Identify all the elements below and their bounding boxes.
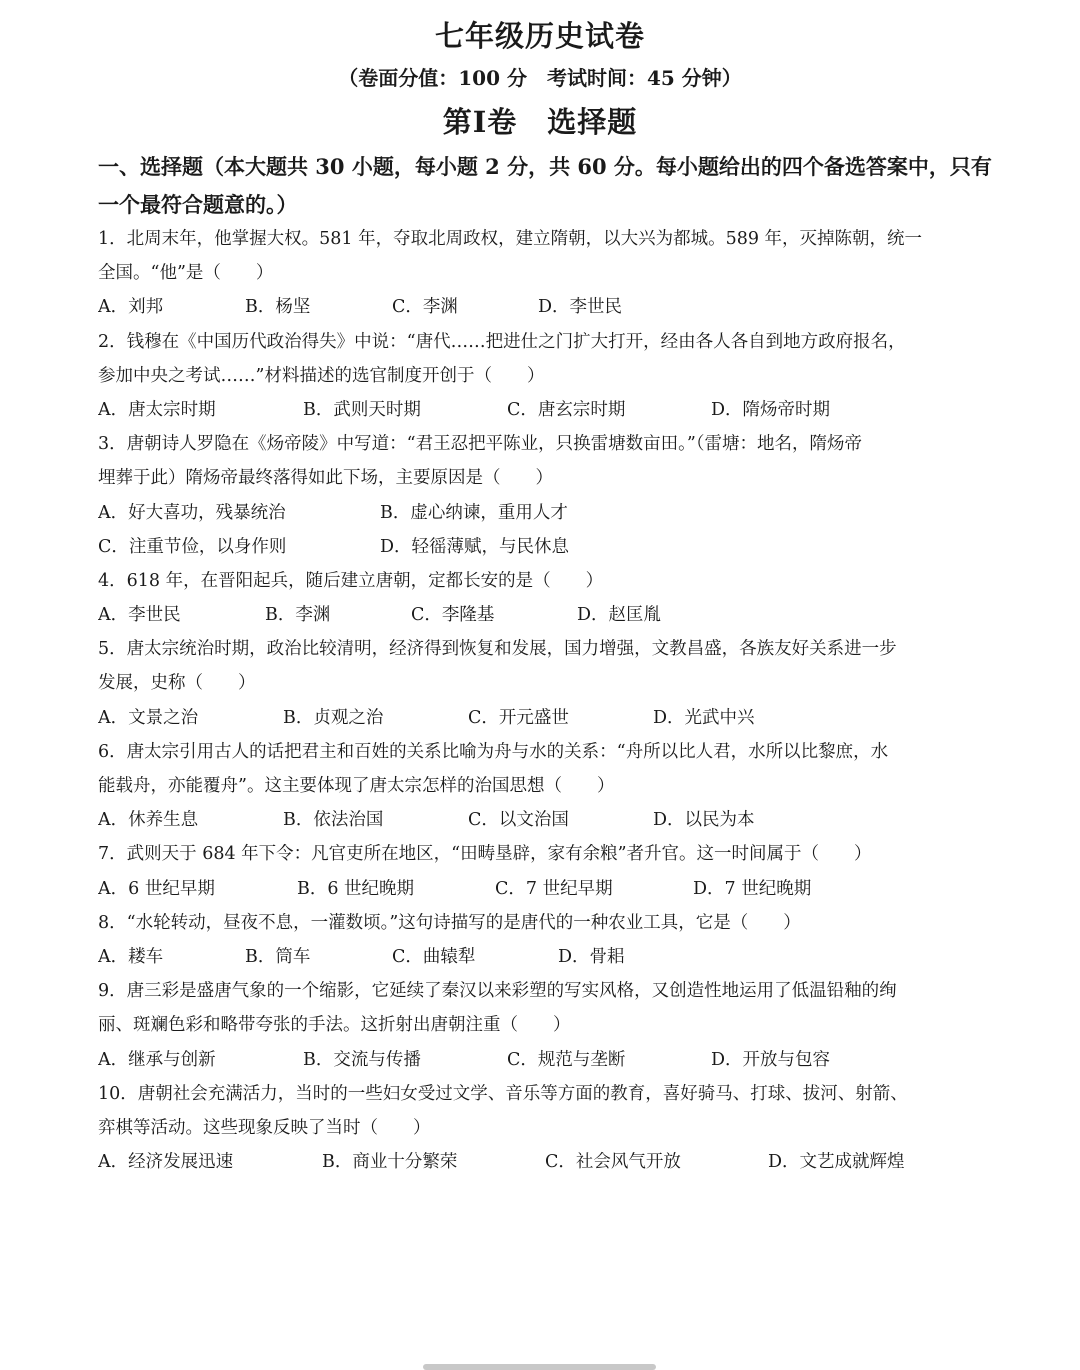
question-10 bbox=[98, 1077, 998, 1180]
options-row bbox=[98, 496, 998, 530]
answer-option: C．李隆基 bbox=[411, 605, 495, 626]
answer-option: A．好大喜功，残暴统治 bbox=[98, 502, 286, 523]
question-stem-line: 9．唐三彩是盛唐气象的一个缩影，它延续了秦汉以来彩塑的写实风格，又创造性地运用了低温铅釉的绚 bbox=[98, 981, 897, 1002]
answer-option: D．骨耜 bbox=[558, 946, 625, 967]
options-row bbox=[98, 1145, 998, 1179]
answer-option: C．社会风气开放 bbox=[545, 1152, 681, 1173]
answer-option: D．赵匡胤 bbox=[577, 605, 662, 626]
question-stem-line: 6．唐太宗引用古人的话把君主和百姓的关系比喻为舟与水的关系：“舟所以比人君，水所以比黎庶，水 bbox=[98, 741, 889, 762]
options-row bbox=[98, 701, 998, 735]
answer-option: D．7 世纪晚期 bbox=[693, 878, 812, 899]
answer-option: C．注重节俭，以身作则 bbox=[98, 536, 287, 557]
answer-option: A．6 世纪早期 bbox=[98, 878, 215, 899]
answer-option: C．以文治国 bbox=[468, 810, 569, 831]
answer-option: C．规范与垄断 bbox=[507, 1049, 626, 1070]
scrollbar-thumb[interactable] bbox=[423, 1364, 656, 1370]
section-title: 第Ⅰ卷 选择题 bbox=[442, 105, 638, 139]
answer-option: B．筒车 bbox=[245, 946, 311, 967]
options-row bbox=[98, 393, 998, 427]
answer-option: D．隋炀帝时期 bbox=[711, 399, 831, 420]
question-3 bbox=[98, 427, 998, 564]
question-1 bbox=[98, 222, 998, 325]
answer-option: C．7 世纪早期 bbox=[495, 878, 613, 899]
answer-option: D．光武中兴 bbox=[653, 707, 755, 728]
question-stem-line: 1．北周末年，他掌握大权。581 年，夺取北周政权，建立隋朝，以大兴为都城。589 年，灭掉陈朝，统一 bbox=[98, 229, 923, 249]
answer-option: B．武则天时期 bbox=[303, 399, 421, 420]
answer-option: B．李渊 bbox=[265, 605, 331, 626]
question-stem-line: 全国。“他”是（ ） bbox=[98, 263, 274, 284]
options-row bbox=[98, 290, 998, 324]
question-stem-line: 发展，史称（ ） bbox=[98, 673, 256, 694]
question-stem-line: 3．唐朝诗人罗隐在《炀帝陵》中写道：“君王忍把平陈业，只换雷塘数亩田。”（雷塘：地名，隋炀帝 bbox=[98, 434, 863, 455]
question-list bbox=[98, 222, 998, 1179]
answer-option: D．李世民 bbox=[538, 297, 623, 318]
question-stem-line: 参加中央之考试……”材料描述的选官制度开创于（ ） bbox=[98, 365, 545, 386]
answer-option: B．依法治国 bbox=[283, 810, 384, 831]
answer-option: B．贞观之治 bbox=[283, 707, 384, 728]
question-stem-line: 7．武则天于 684 年下令：凡官吏所在地区，“田畴垦辟，家有余粮”者升官。这一时间属于（ ） bbox=[98, 844, 872, 865]
question-stem-line: 5．唐太宗统治时期，政治比较清明，经济得到恢复和发展，国力增强，文教昌盛，各族友好关系进一步 bbox=[98, 639, 897, 660]
answer-option: C．唐玄宗时期 bbox=[507, 399, 626, 420]
question-6 bbox=[98, 735, 998, 838]
exam-title: 七年级历史试卷 bbox=[434, 19, 645, 53]
question-9 bbox=[98, 974, 998, 1077]
exam-subtitle: （卷面分值：100 分 考试时间：45 分钟） bbox=[338, 66, 742, 90]
answer-option: A．经济发展迅速 bbox=[98, 1152, 234, 1173]
question-stem-line: 能载舟，亦能覆舟”。这主要体现了唐太宗怎样的治国思想（ ） bbox=[98, 776, 615, 796]
question-5 bbox=[98, 632, 998, 735]
options-row bbox=[98, 872, 998, 906]
options-row bbox=[98, 803, 998, 837]
question-4 bbox=[98, 564, 998, 632]
question-stem-line: 弈棋等活动。这些现象反映了当时（ ） bbox=[98, 1117, 431, 1138]
answer-option: A．继承与创新 bbox=[98, 1049, 216, 1070]
question-stem-line: 4．618 年，在晋阳起兵，随后建立唐朝，定都长安的是（ ） bbox=[98, 570, 604, 591]
question-8 bbox=[98, 906, 998, 974]
options-row bbox=[98, 598, 998, 632]
section-instructions: 一、选择题（本大题共 30 小题，每小题 2 分，共 60 分。每小题给出的四个备选答案中，只有一个最符合题意的。） bbox=[98, 154, 992, 217]
question-stem-line: 10．唐朝社会充满活力，当时的一些妇女受过文学、音乐等方面的教育，喜好骑马、打球、拔河、射箭、 bbox=[98, 1083, 908, 1104]
answer-option: A．刘邦 bbox=[98, 297, 164, 318]
options-row bbox=[98, 1043, 998, 1077]
answer-option: B．6 世纪晚期 bbox=[297, 878, 415, 899]
answer-option: B．商业十分繁荣 bbox=[322, 1152, 458, 1173]
answer-option: C．开元盛世 bbox=[468, 707, 569, 728]
question-2 bbox=[98, 325, 998, 428]
options-row bbox=[98, 530, 998, 564]
answer-option: B．交流与传播 bbox=[303, 1049, 421, 1070]
question-7 bbox=[98, 837, 998, 905]
question-stem-line: 埋葬于此）隋炀帝最终落得如此下场，主要原因是（ ） bbox=[98, 468, 553, 489]
answer-option: D．文艺成就辉煌 bbox=[768, 1152, 905, 1173]
answer-option: A．唐太宗时期 bbox=[98, 399, 216, 420]
answer-option: B．杨坚 bbox=[245, 297, 311, 318]
answer-option: A．休养生息 bbox=[98, 810, 199, 831]
answer-option: D．以民为本 bbox=[653, 810, 755, 831]
answer-option: D．轻徭薄赋，与民休息 bbox=[380, 536, 570, 557]
answer-option: A．李世民 bbox=[98, 605, 181, 626]
answer-option: D．开放与包容 bbox=[711, 1049, 831, 1070]
answer-option: C．曲辕犁 bbox=[392, 946, 476, 967]
question-stem-line: 丽、斑斓色彩和略带夸张的手法。这折射出唐朝注重（ ） bbox=[98, 1015, 571, 1036]
question-stem-line: 2．钱穆在《中国历代政治得失》中说：“唐代……把进仕之门扩大打开，经由各人各自到地方政府报名， bbox=[98, 331, 906, 352]
answer-option: A．耧车 bbox=[98, 946, 164, 967]
options-row bbox=[98, 940, 998, 974]
answer-option: B．虚心纳谏，重用人才 bbox=[380, 502, 568, 523]
answer-option: A．文景之治 bbox=[98, 707, 199, 728]
question-stem-line: 8．“水轮转动，昼夜不息，一灌数顷。”这句诗描写的是唐代的一种农业工具，它是（ ） bbox=[98, 912, 801, 933]
answer-option: C．李渊 bbox=[392, 297, 458, 318]
